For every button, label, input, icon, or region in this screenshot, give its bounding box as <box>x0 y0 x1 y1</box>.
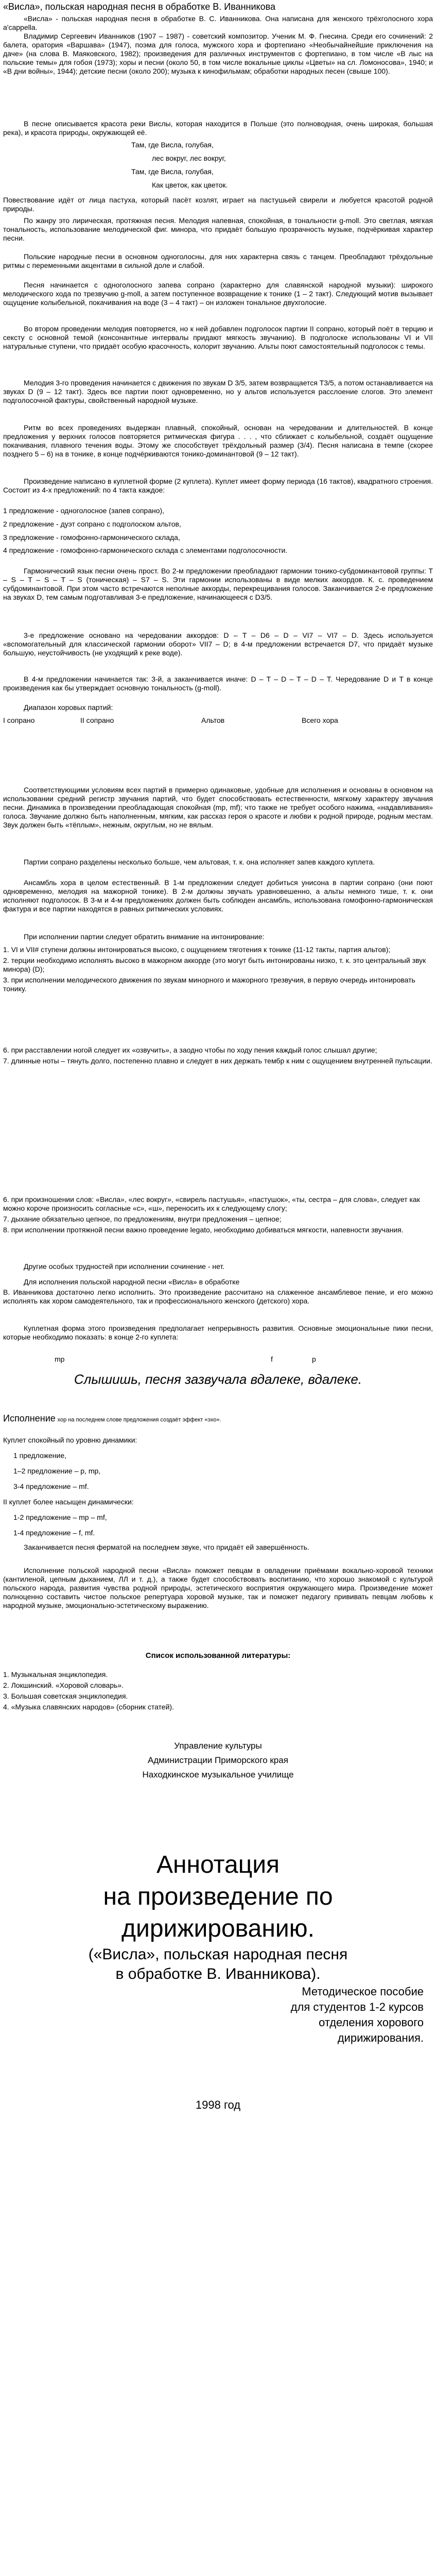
quote-line: Слышишь, песня зазвучала вдалеке, вдалеке. <box>74 1371 362 1387</box>
conclusion-2: В. Иванникова достаточно легко исполнить. Это произведение рассчитано на слаженное ансамблевое пение, и его можно исполнять как хором самодеятельного, так и профессионального женского (детского) хора. <box>3 1288 433 1305</box>
second-paragraph: Во втором проведении мелодия повторяется, но к ней добавлен подголосок партии II сопрано, который поёт в терцию и сексту с основной темой (консонантные интервалы придают мягкость звучанию). В подголоске использованы VI и VII натуральные ступени, что придаёт особую красочность, колорит звучанию. Альты поют самостоятельный подголосок с темы. <box>3 325 433 350</box>
list-item: 1-2 предложение – mp – mf, <box>13 1513 107 1521</box>
auto-paragraph: Куплетная форма этого произведения предполагает непрерывность развития. Основные эмоциональные пики песни, которые необходимо показать: в конце 2-го куплета: <box>3 1324 433 1341</box>
list-item: 8. при исполнении протяжной песни важно проведение legato, необходимо добиваться мягкости, напевности звучания. <box>3 1226 404 1234</box>
cover-method-4: дирижирования. <box>337 2031 424 2044</box>
list-item: Куплет спокойный по уровню динамики: <box>3 1436 137 1444</box>
list-item: 3 предложение - гомофонно-гармонического склада, <box>3 533 180 541</box>
intonation-heading: При исполнении партии следует обратить внимание на интонирование: <box>24 933 265 941</box>
intonation-list-2 <box>3 1046 433 1065</box>
rhythm-paragraph: Ритм во всех проведениях выдержан плавный, спокойный, основан на чередовании и длительностей. В конце предложения у верхних голосов повторяется ритмическая фигура . . . , что сближает с колыбельной, создаёт ощущение покачивания, плавного течения воды. Этому же способствует трёхдольный размер (3/4). Песня написана в темпе (скорее позднего 5 – 6) на в тонике, в конце подчёркиваются тонико-доминантовой (9 – 12 такт). <box>3 423 433 458</box>
list-item: 1 предложение - одноголосное (запев сопрано), <box>3 506 165 515</box>
parts-paragraph: Партии сопрано разделены несколько больше, чем альтовая, т. к. она исполняет запев каждого куплета. <box>24 858 375 866</box>
fourth-paragraph: В 4-м предложении начинается так: 3-й, а заканчивается иначе: D – T – D – T – D – T. Чередование D и T в конце произведения как бы утверждает основную тональность (g-moll). <box>3 675 433 692</box>
words-paragraph: Другие особых трудностей при исполнении сочинение - нет. <box>24 1262 225 1270</box>
ranges-row <box>3 716 433 726</box>
list-item: 3. при исполнении мелодического движения по звукам минорного и мажорного трезвучия, в первую очередь интонировать тонику. <box>3 976 415 993</box>
list-item: 2. терции необходимо исполнять высоко в мажорном аккорде (это могут быть интонированы низко, т. к. это центральный звук минора) (D); <box>3 956 426 973</box>
poem-line: Там, где Висла, голубая, <box>131 167 214 176</box>
performance-heading <box>3 1414 433 1425</box>
cover-method-1: Методическое пособие <box>302 1985 424 1998</box>
list-item: 1. VI и VII# ступени должны интонироваться высоко, с ощущением тяготения к тонике (11-12 такты, партия альтов); <box>3 945 391 954</box>
list-item: 6. при расставлении ногой следует их «озвучить», а заодно чтобы по ходу пения каждый голос слышал другие; <box>3 1046 377 1054</box>
literature-heading: Список использованной литературы: <box>145 1651 291 1660</box>
document-title: «Висла», польская народная песня в обработке В. Иванникова <box>3 2 275 12</box>
form-list <box>3 504 433 544</box>
dynamic-mark: f <box>271 1355 273 1363</box>
end-paragraph-2: Исполнение польской народной песни «Висла» поможет певцам в овладении приёмами вокально-хоровой техники (кантиленой, цепным дыханием, ЛЛ и т. д.), а также будет способствовать воспитанию, что хорошо знакомой с культурой польского народа, развития чувства родной природы, эстетического восприятия окружающего мира. Произведение может полноценно составить чистое польское репертуара хоровой музыке, так и поможет педагогу прививать певцам любовь к народной музыке, эмоционально-эстетическому выражению. <box>3 1566 433 1609</box>
diction-list <box>3 1195 433 1234</box>
bio-paragraph: Владимир Сергеевич Иванников (1907 – 1987) - советский композитор. Ученик М. Ф. Гнесина. Среди его сочинений: 2 балета, оратория «Варшава» (1947), поэма для голоса, мужского хора и фортепиано «Необычайнейшие приключения на даче» (на слова В. Маяковского, 1982); произведения для различных инструментов с фортепиано, в том числе «В лыс на польские темы» для гобоя (1973); хоры и песни (около 50, в том числе вокальные циклы «Цветы» на сл. Ломоносова», 1940; и «В дни войны», 1944); детские песни (около 200); музыка к кинофильмам; обработки народных песен (свыше 100). <box>3 32 433 75</box>
conclusion-1: Для исполнения польской народной песни «Висла» в обработке <box>24 1278 240 1286</box>
list-item: 7. дыхание обязательно цепное, по предложениям, внутри предложения – цепное; <box>3 1215 282 1223</box>
performance-list <box>3 1432 433 1540</box>
harmony-paragraph: Гармонический язык песни очень прост. Во 2-м предложении преобладают гармонии тонико-субдоминантовой группы: T – S – T – S – T – S (тоническая) – S7 – S. Эти гармонии использованы в виде мелких аккордов. К. с. проведением субдоминантовой. При этом часто встречаются неполные аккорды, перекрещивания голосов. Заканчивается 2-е предложение на звуках D, тем самым подготавливая 3-е предложение, начинающееся с D3/5. <box>3 567 433 601</box>
folk-paragraph: Польские народные песни в основном одноголосны, для них характерна связь с танцем. Преобладают трёхдольные ритмы с переменными акцентами в сильной доле и слабой. <box>3 252 433 269</box>
cover-conducting: дирижированию. <box>121 1915 315 1942</box>
list-item: 1. Музыкальная энциклопедия. <box>3 1670 108 1679</box>
third-paragraph: 3-е предложение основано на чередовании аккордов: D – T – D6 – D – VI7 – VI7 – D. Здесь используется «вспомогательный для классической гармонии оборот» VII7 – D; в 4-м предложении встречается D7, что придаёт музыке большую, неустойчивость (не уходящий к реке воде). <box>3 631 433 657</box>
list-item: 1-4 предложение – f, mf. <box>13 1529 95 1537</box>
cover-piece: («Висла», польская народная песня <box>88 1946 348 1963</box>
list-item: 3-4 предложение – mf. <box>13 1482 89 1490</box>
list-item: 4 предложение - гомофонно-гармонического склада с элементами подголосочности. <box>3 546 288 554</box>
list-item: 6. при произношении слов: «Висла», «лес вокруг», «свирель пастушья», «пастушок», «ты, сестра – для слова», следует как можно короче произносить согласные «с», «ш», переносить их к следующему слогу; <box>3 1195 420 1212</box>
list-item: 7. длинные ноты – тянуть долго, постепенно плавно и следует в них держать тембр к ним с ощущением внутренней пульсации. <box>3 1057 432 1065</box>
list-item: II куплет более насыщен динамически: <box>3 1498 134 1506</box>
intro-paragraph: «Висла» - польская народная песня в обработке В. С. Иванникова. Она написана для женского трёхголосного хора a'cappella. <box>3 14 433 31</box>
range-label: II сопрано <box>80 716 114 724</box>
poem-line: лес вокруг, лес вокруг, <box>152 154 226 162</box>
poem-line: Там, где Висла, голубая, <box>131 141 214 149</box>
end-paragraph-1: Заканчивается песня ферматой на последнем звуке, что придаёт ей завершённость. <box>24 1543 309 1551</box>
dynamic-mark: p <box>312 1355 316 1363</box>
difficulty-paragraph: Соответствующими условиям всех партий в примерно одинаковые, удобные для исполнения и основаны в основном на использовании средний регистр звучания партий, что будет способствовать естественности, мягкому характеру звучания песни. Динамика в произведении преобладающая спокойная (mp, mf); что также не требует особого нажима, «надавливания» голоса. Звучание должно быть наполненным, мягким, как рассказ героя о красоте и любви к родной природе, родным местам. Звук должен быть «тёплым», нежным, округлым, но не вялым. <box>3 786 433 829</box>
cover-subject: на произведение по <box>103 1883 333 1910</box>
form-paragraph: Произведение написано в куплетной форме (2 куплета). Куплет имеет форму периода (16 тактов), квадратного строения. Состоит из 4-х предложений: по 4 такта каждое: <box>3 477 433 494</box>
poem-line: Как цветок, как цветок. <box>152 181 228 189</box>
begin-paragraph: Песня начинается с одноголосного запева сопрано (характерно для славянской народной музыки): широкого мелодического хода по трезвучию g-moll, а затем поступенное возвращение к тонике (1 – 2 такт). Следующий мотив вызывает ощущение колыбельной, покачивания на воде (3 – 4 такт) – он изложен тональное двухголосие. <box>3 281 433 307</box>
list-item: 1–2 предложение – p, mp, <box>13 1467 101 1475</box>
performance-title: Исполнение <box>3 1413 56 1423</box>
cover-org-2: Администрации Приморского края <box>148 1755 288 1765</box>
cover-org-1: Управление культуры <box>174 1741 262 1751</box>
list-item: 4. «Музыка славянских народов» (сборник статей). <box>3 1703 174 1711</box>
poem-block <box>131 138 286 192</box>
literature-list <box>3 1669 433 1713</box>
cover-arranger: в обработке В. Иванникова). <box>115 1965 321 1982</box>
dynamic-mark: mp <box>55 1355 65 1363</box>
cover-method-2: для студентов 1-2 курсов <box>290 2001 424 2013</box>
intonation-list <box>3 945 433 995</box>
range-label: Альтов <box>201 716 225 724</box>
cover-annotation: Аннотация <box>156 1851 280 1878</box>
lyric-paragraph: По жанру это лирическая, протяжная песня. Мелодия напевная, спокойная, в тональности g-moll. Это светлая, мягкая тональность, использование мелодической фиг. минора, что придаёт большую прозрачность музыке, подчёркивая характер песни. <box>3 216 433 242</box>
dynamics-row <box>3 1355 433 1365</box>
cover-method-3: отделения хорового <box>319 2016 424 2029</box>
list-item: 1 предложение, <box>13 1451 67 1460</box>
ensemble-paragraph: Ансамбль хора в целом естественный. В 1-м предложении следует добиться унисона в партии сопрано (они поют одновременно, мелодия на мажорной тонике). В 2-м должны звучать уравновешенно, а альты немного тише, т. к. они исполняют подголосок. В 3-м и 4-м предложениях должен быть соблюден ансамбль, использована гомофонно-гармоническая фактура и все партии находятся в равных ритмических условиях. <box>3 878 433 913</box>
poem-note: Повествование идёт от лица пастуха, который пасёт козлят, играет на пастушьей свирели и любуется красотой родной природы. <box>3 196 433 213</box>
river-paragraph: В песне описывается красота реки Вислы, которая находится в Польше (это полноводная, очень широкая, большая река), и красота природы, окружающей её. <box>3 120 433 137</box>
list-item: 2. Локшинский. «Хоровой словарь». <box>3 1681 124 1689</box>
ranges-heading: Диапазон хоровых партий: <box>24 703 113 711</box>
melody-paragraph: Мелодия 3-го проведения начинается с движения по звукам D 3/5, затем возвращается T3/5, а потом останавливается на звуках D (9 – 12 такт). Здесь все партии поют одновременно, но у альтов используется расслоение слогов. Это элемент подголосочной фактуры, свойственный народной музыке. <box>3 379 433 404</box>
cover-page <box>0 1739 436 2113</box>
performance-tail: хор на последнем слове предложения создаёт эффект «эхо». <box>57 1417 221 1423</box>
cover-org-3: Находкинское музыкальное училище <box>142 1770 294 1780</box>
list-item: 3. Большая советская энциклопедия. <box>3 1692 128 1700</box>
range-label: I сопрано <box>3 716 35 724</box>
range-label: Всего хора <box>302 716 338 724</box>
list-item: 2 предложение - дуэт сопрано с подголоском альтов, <box>3 520 181 528</box>
cover-year: 1998 год <box>195 2098 241 2111</box>
